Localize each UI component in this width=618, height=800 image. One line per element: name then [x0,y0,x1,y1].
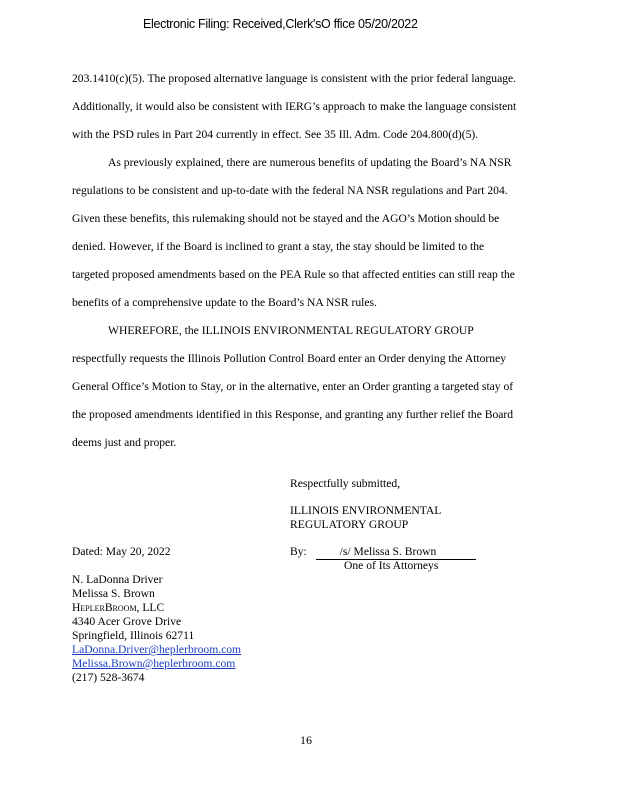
attorney-role: One of Its Attorneys [344,559,439,572]
filing-stamp: Electronic Filing: Received,Clerk'sO ffice 05/20/2022 [143,17,418,31]
text-line: As previously explained, there are numerous benefits of updating the Board’s NA NSR [108,156,512,169]
text-line: benefits of a comprehensive update to the Board’s NA NSR rules. [72,296,377,309]
email-link-2[interactable]: Melissa.Brown@heplerbroom.com [72,657,236,670]
text-line: respectfully requests the Illinois Pollution Control Board enter an Order denying the Attorney [72,352,507,365]
text-line: denied. However, if the Board is inclined to grant a stay, the stay should be limited to the [72,240,485,253]
by-label: By: [290,545,307,558]
text-line: with the PSD rules in Part 204 currently in effect. See 35 Ill. Adm. Code 204.800(d)(5). [72,128,479,141]
text-line: Given these benefits, this rulemaking should not be stayed and the AGO’s Motion should be [72,212,500,225]
email-link-1[interactable]: LaDonna.Driver@heplerbroom.com [72,643,242,656]
text-line: the proposed amendments identified in this Response, and granting any further relief the Board [72,408,514,421]
address-line-1: 4340 Acer Grove Drive [72,615,182,628]
text-line: WHEREFORE, the ILLINOIS ENVIRONMENTAL REGULATORY GROUP [108,324,474,337]
text-line: 203.1410(c)(5). The proposed alternative language is consistent with the prior federal language. [72,72,517,85]
org-name-line1: ILLINOIS ENVIRONMENTAL [290,504,442,517]
text-line: Additionally, it would also be consistent with IERG’s approach to make the language consistent [72,100,517,113]
firm-name: HeplerBroom, LLC [72,601,165,614]
counsel-name-2: Melissa S. Brown [72,587,155,600]
signature-line [290,545,476,560]
text-line: General Office’s Motion to Stay, or in the alternative, enter an Order granting a targeted stay of [72,380,514,393]
phone-number: (217) 528-3674 [72,671,145,684]
signature-name: /s/ Melissa S. Brown [316,545,476,560]
text-line: regulations to be consistent and up-to-date with the federal NA NSR regulations and Part 204. [72,184,508,197]
closing-text: Respectfully submitted, [290,477,401,490]
date-text: Dated: May 20, 2022 [72,545,171,558]
page-number: 16 [300,733,312,747]
text-line: targeted proposed amendments based on the PEA Rule so that affected entities can still reap the [72,268,515,281]
counsel-name-1: N. LaDonna Driver [72,573,163,586]
org-name-line2: REGULATORY GROUP [290,518,409,531]
address-line-2: Springfield, Illinois 62711 [72,629,195,642]
text-line: deems just and proper. [72,436,177,449]
